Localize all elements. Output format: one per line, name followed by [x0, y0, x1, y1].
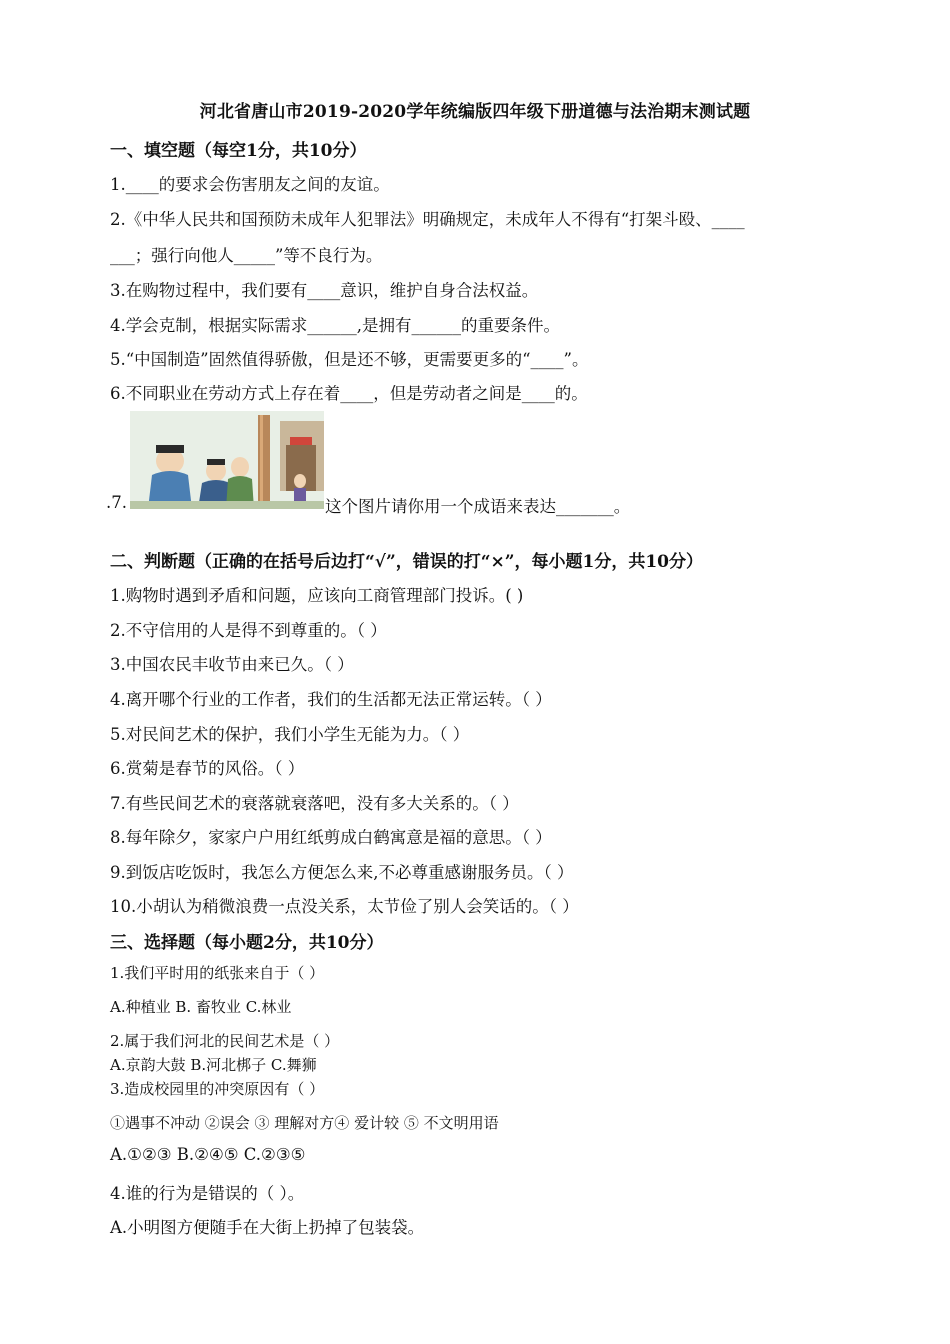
judge-question-7: 7.有些民间艺术的衰落就衰落吧，没有多大关系的。（ ） [110, 794, 519, 813]
cartoon-illustration-drawing [130, 411, 324, 509]
fill-question-5: 5.“中国制造”固然值得骄傲，但是还不够，更需要更多的“____”。 [110, 350, 589, 369]
judge-question-4: 4.离开哪个行业的工作者，我们的生活都无法正常运转。（ ） [110, 690, 552, 709]
cartoon-illustration [130, 411, 324, 509]
choice-question-4: 4.谁的行为是错误的（ ）。 [110, 1184, 305, 1203]
judge-question-3: 3.中国农民丰收节由来已久。（ ） [110, 655, 354, 674]
fill-question-7-number: .7. [106, 493, 127, 512]
choice-question-3-items: ①遇事不冲动 ②误会 ③ 理解对方④ 爱计较 ⑤ 不文明用语 [110, 1114, 499, 1132]
fill-question-4: 4.学会克制，根据实际需求______,是拥有______的重要条件。 [110, 316, 560, 335]
choice-question-3-options: A.①②③ B.②④⑤ C.②③⑤ [110, 1145, 306, 1164]
fill-question-6: 6.不同职业在劳动方式上存在着____，但是劳动者之间是____的。 [110, 384, 588, 403]
judge-question-6: 6.赏菊是春节的风俗。（ ） [110, 759, 305, 778]
judge-question-9: 9.到饭店吃饭时，我怎么方便怎么来,不必尊重感谢服务员。（ ） [110, 863, 574, 882]
fill-question-1: 1.____的要求会伤害朋友之间的友谊。 [110, 175, 390, 194]
section-2-heading: 二、判断题（正确的在括号后边打“√”，错误的打“×”，每小题1分，共10分） [110, 552, 704, 572]
judge-question-10: 10.小胡认为稍微浪费一点没关系，太节俭了别人会笑话的。（ ） [110, 897, 579, 916]
judge-question-5: 5.对民间艺术的保护，我们小学生无能为力。（ ） [110, 725, 470, 744]
section-3-heading: 三、选择题（每小题2分，共10分） [110, 933, 384, 953]
fill-question-2-line-2: ___；强行向他人_____”等不良行为。 [110, 246, 383, 265]
section-1-heading: 一、填空题（每空1分，共10分） [110, 141, 367, 161]
exam-title: 河北省唐山市2019-2020学年统编版四年级下册道德与法治期末测试题 [199, 102, 751, 122]
choice-question-4-option-a: A.小明图方便随手在大街上扔掉了包装袋。 [110, 1218, 425, 1237]
choice-question-2: 2.属于我们河北的民间艺术是（ ） [110, 1032, 340, 1050]
choice-question-2-options: A.京韵大鼓 B.河北梆子 C.舞狮 [110, 1056, 317, 1074]
fill-question-3: 3.在购物过程中，我们要有____意识，维护自身合法权益。 [110, 281, 539, 300]
choice-question-3: 3.造成校园里的冲突原因有（ ） [110, 1080, 325, 1098]
judge-question-2: 2.不守信用的人是得不到尊重的。（ ） [110, 621, 387, 640]
fill-question-2-line-1: 2.《中华人民共和国预防未成年人犯罪法》明确规定，未成年人不得有“打架斗殴、____ [110, 210, 745, 229]
fill-question-7-text: 这个图片请你用一个成语来表达_______。 [325, 497, 631, 516]
choice-question-1-options: A.种植业 B. 畜牧业 C.林业 [110, 998, 292, 1016]
judge-question-8: 8.每年除夕，家家户户用红纸剪成白鹤寓意是福的意思。（ ） [110, 828, 552, 847]
judge-question-1: 1.购物时遇到矛盾和问题，应该向工商管理部门投诉。( ) [110, 586, 524, 605]
choice-question-1: 1.我们平时用的纸张来自于（ ） [110, 964, 325, 982]
